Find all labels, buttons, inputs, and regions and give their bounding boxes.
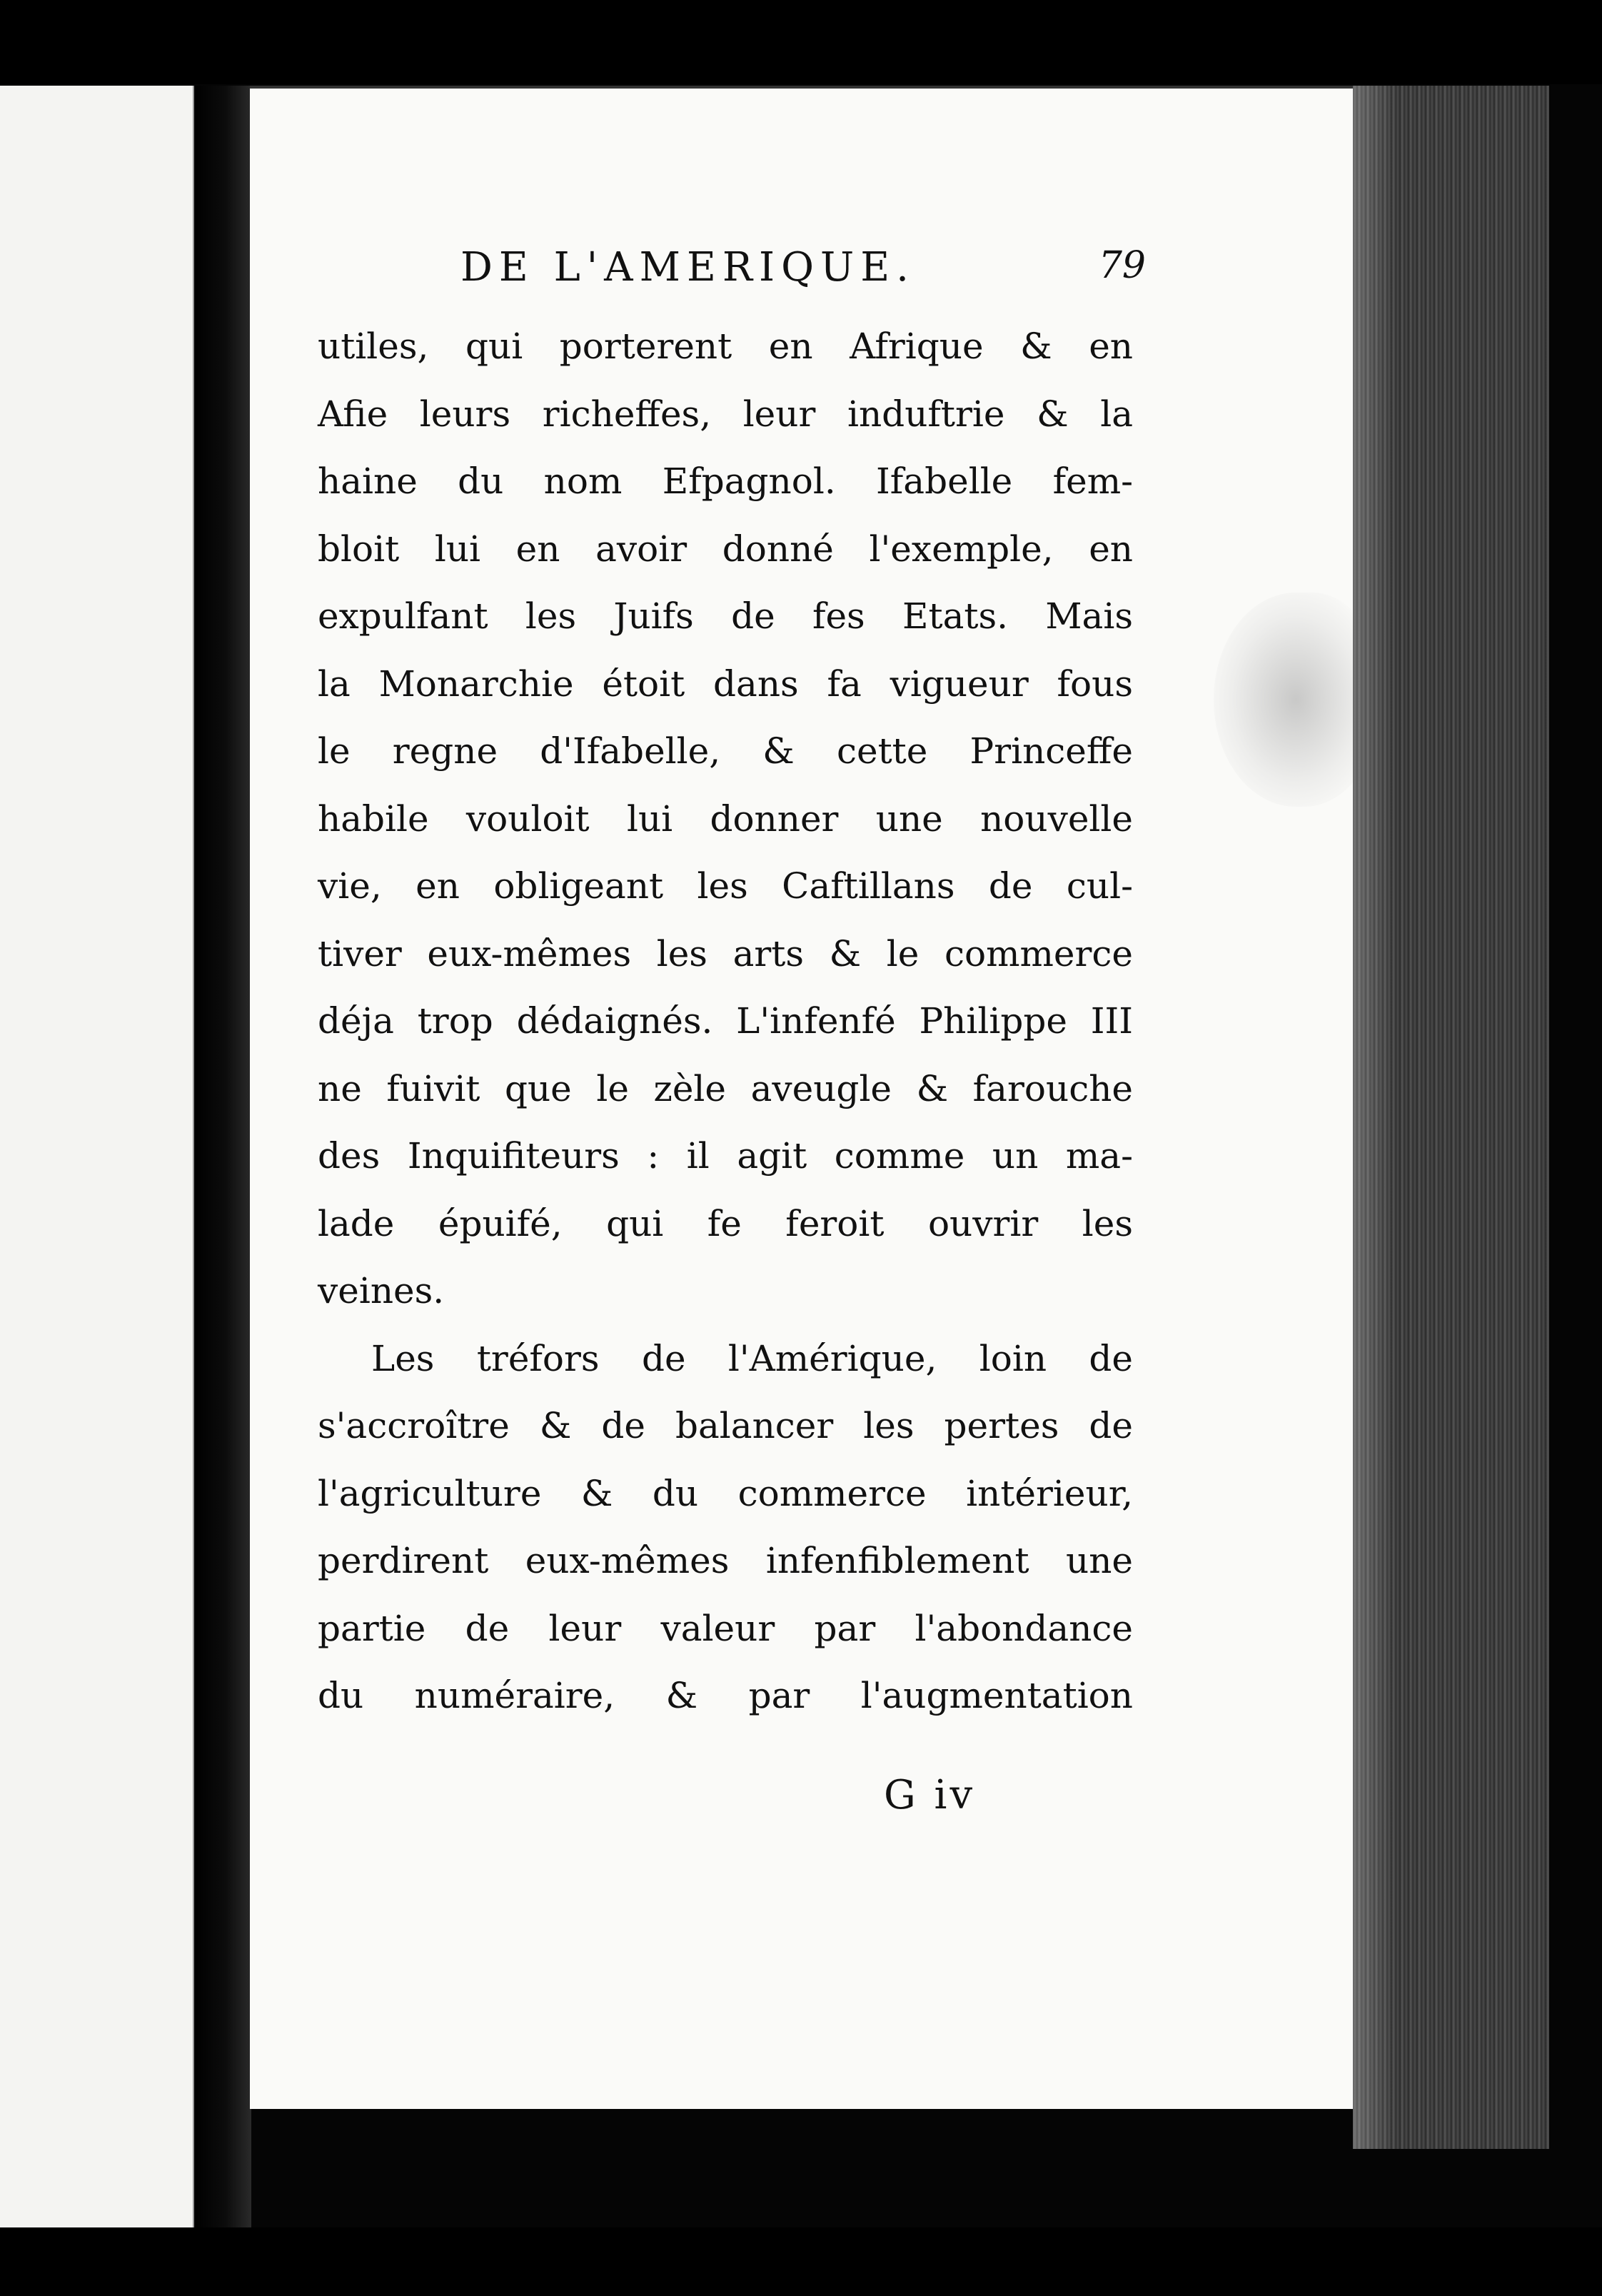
text-line: le regne d'Ifabelle, & cette Princeffe: [318, 730, 1133, 772]
text-line: lade épuifé, qui fe feroit ouvrir les: [318, 1202, 1133, 1244]
page-number: 79: [1098, 244, 1146, 287]
text-line: des Inquifiteurs : il agit comme un ma-: [318, 1135, 1133, 1177]
text-line: Afie leurs richeffes, leur induftrie & la: [318, 393, 1133, 435]
previous-page-fragment: [0, 86, 195, 2227]
text-line: habile vouloit lui donner une nouvelle: [318, 797, 1133, 840]
book-gutter: [194, 86, 251, 2227]
text-line: l'agriculture & du commerce intérieur,: [318, 1472, 1133, 1514]
page-body: [318, 313, 1133, 1730]
scan-border-bottom: [0, 2227, 1602, 2296]
text-line: expulfant les Juifs de fes Etats. Mais: [318, 595, 1133, 637]
text-line: déja trop dédaignés. L'infenfé Philippe III: [318, 1000, 1133, 1042]
text-line: ne fuivit que le zèle aveugle & farouche: [318, 1067, 1133, 1109]
running-head-title: DE L'AMERIQUE.: [460, 244, 915, 291]
page-edge-shade: [1353, 86, 1396, 2149]
scan-border-top: [0, 0, 1602, 84]
paragraph-first-line: Les tréfors de l'Amérique, loin de: [371, 1337, 1133, 1379]
text-line: s'accroître & de balancer les pertes de: [318, 1405, 1133, 1446]
signature-mark: G iv: [884, 1772, 976, 1818]
text-line: veines.: [318, 1270, 445, 1311]
text-line: vie, en obligeant les Caftillans de cul-: [318, 865, 1133, 907]
text-line: perdirent eux-mêmes infenfiblement une: [318, 1540, 1133, 1581]
text-line: du numéraire, & par l'augmentation: [318, 1675, 1133, 1716]
text-line: tiver eux-mêmes les arts & le commerce: [318, 932, 1133, 975]
text-line: la Monarchie étoit dans fa vigueur fous: [318, 663, 1133, 705]
text-line: utiles, qui porterent en Afrique & en: [318, 326, 1133, 367]
running-head: [318, 244, 1146, 301]
text-line: partie de leur valeur par l'abondance: [318, 1607, 1133, 1649]
text-line: bloit lui en avoir donné l'exemple, en: [318, 528, 1133, 570]
text-line: haine du nom Efpagnol. Ifabelle fem-: [318, 460, 1133, 502]
